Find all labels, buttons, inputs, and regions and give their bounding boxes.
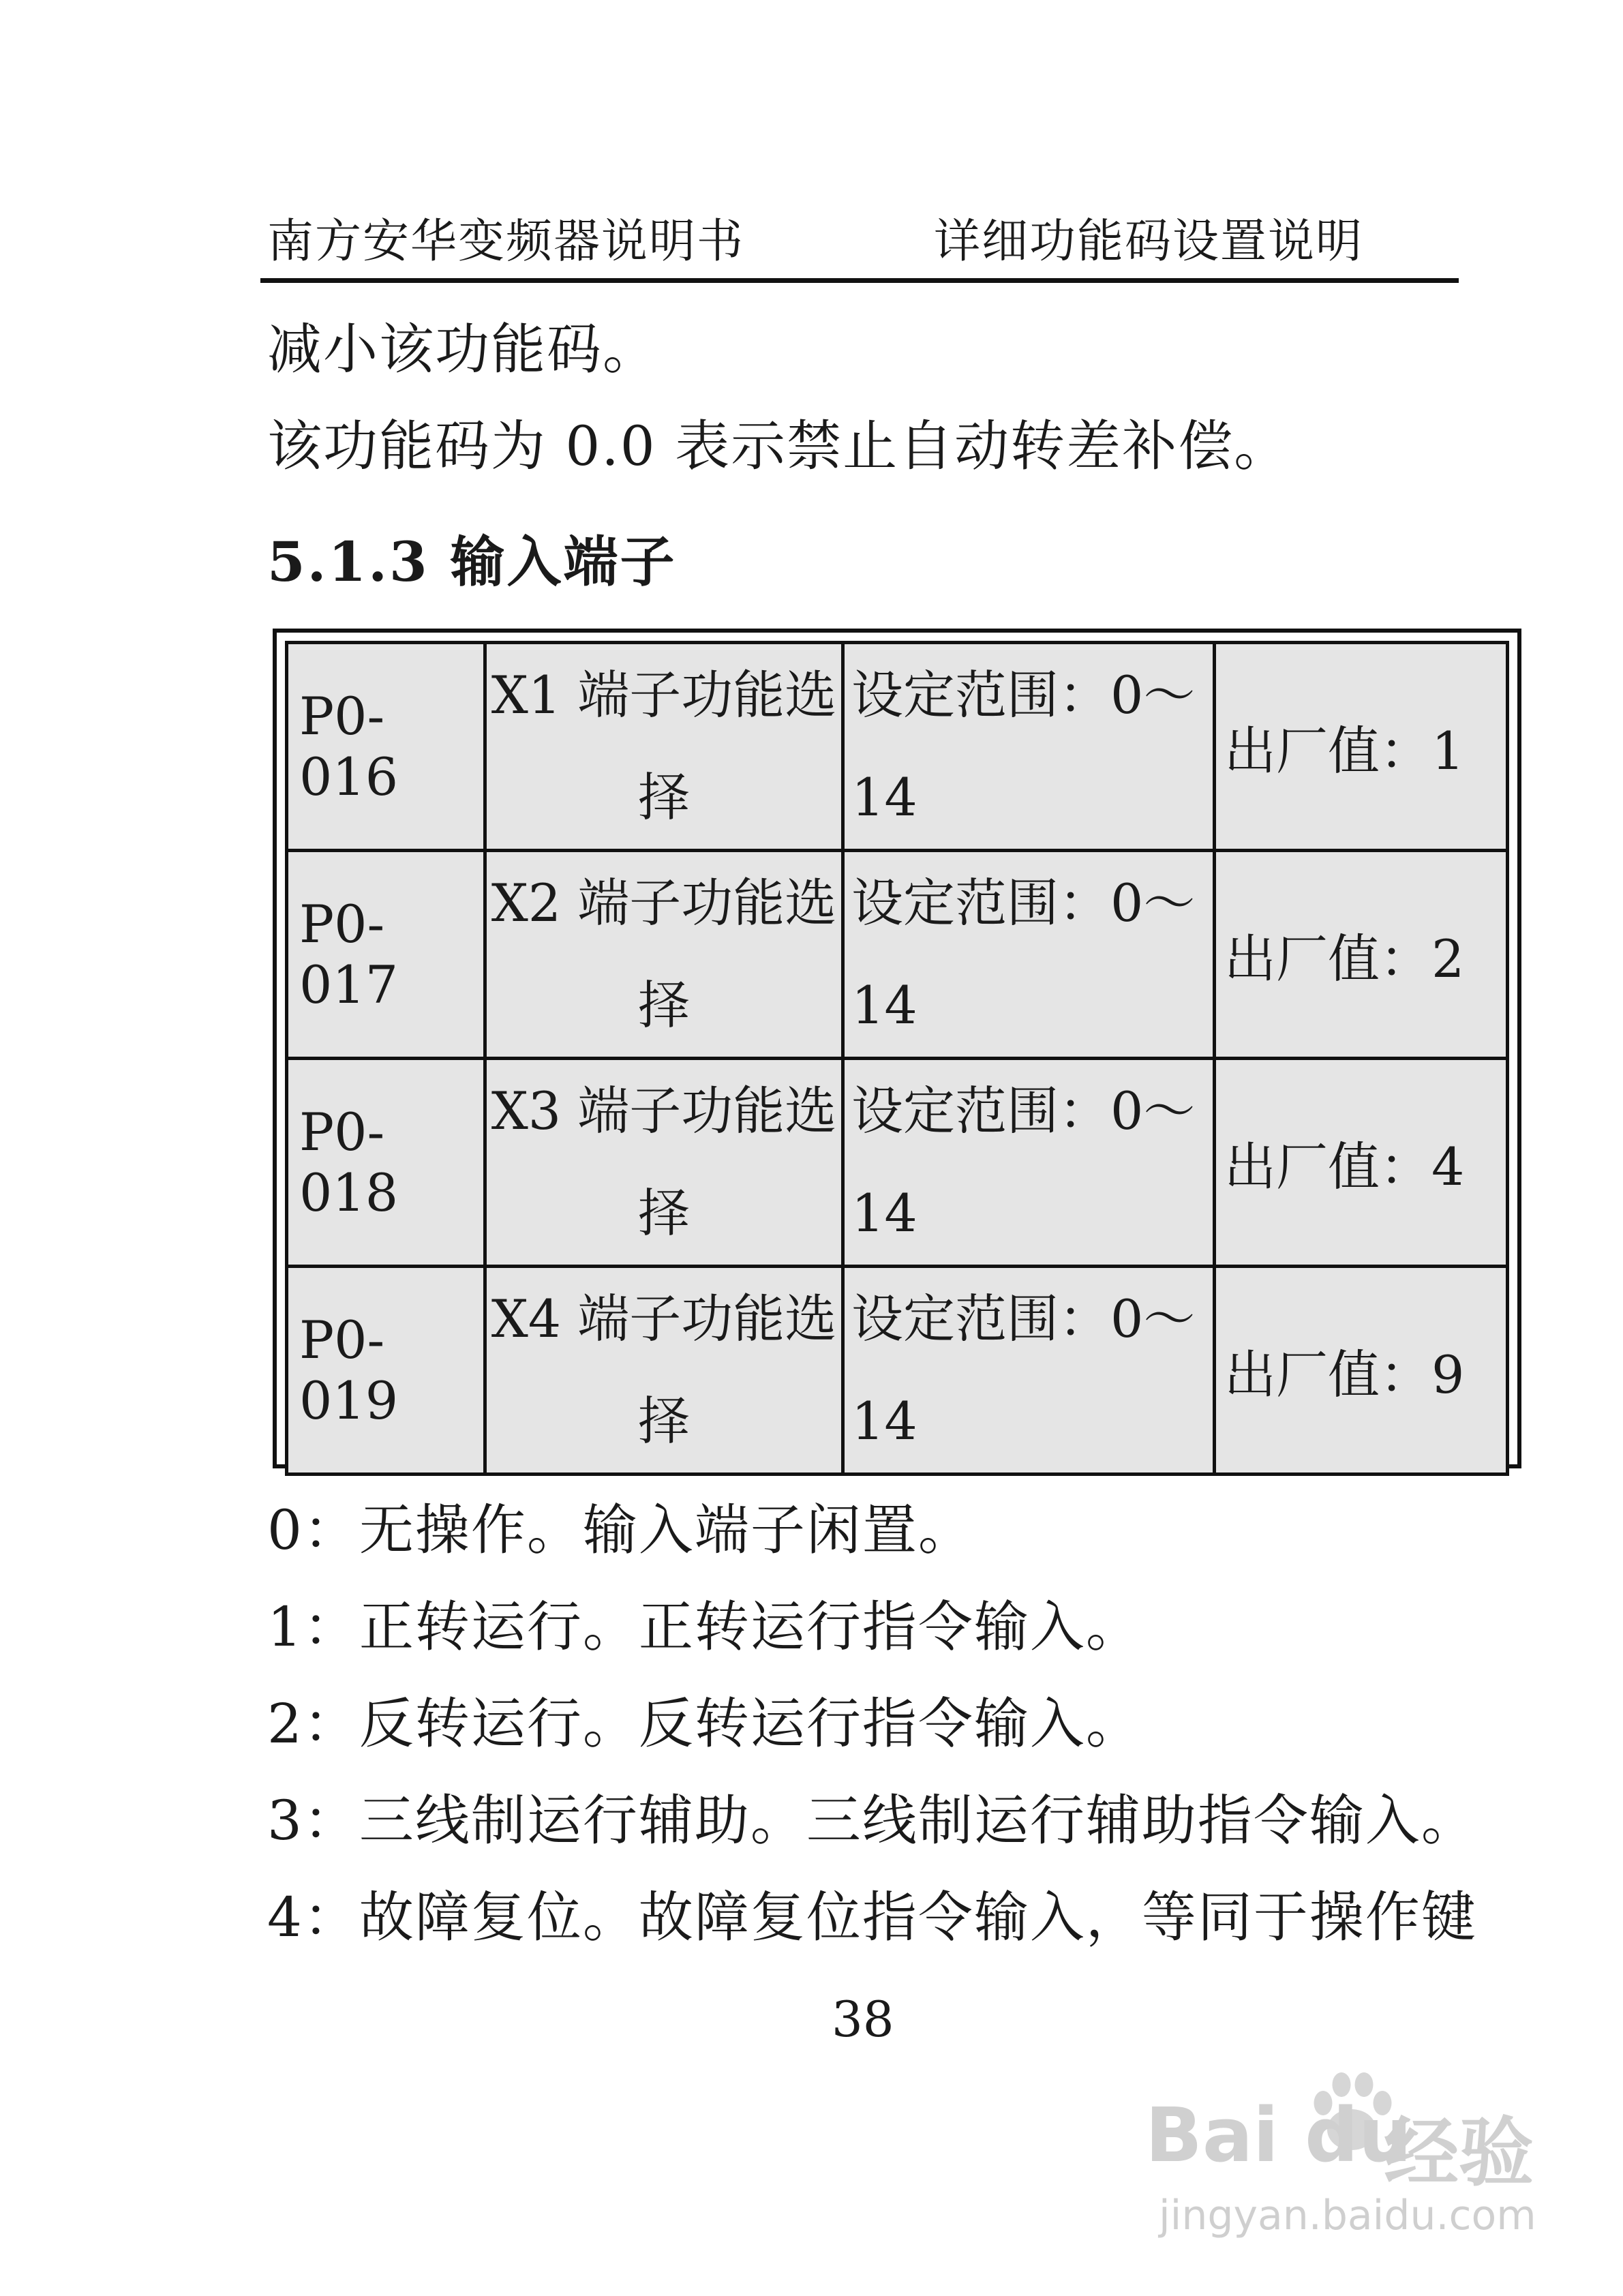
param-default: 出厂值：1	[1215, 643, 1508, 851]
parameter-table-frame	[273, 629, 1521, 1468]
param-code: P0-018	[287, 1059, 485, 1267]
param-range-line1: 设定范围：0～	[851, 1081, 1196, 1141]
param-name-line2: 择	[638, 1391, 690, 1451]
param-range	[843, 1267, 1215, 1475]
watermark-cn: 经验	[1384, 2109, 1534, 2196]
table-row	[287, 1267, 1508, 1475]
param-name-line2: 择	[638, 1183, 690, 1243]
param-name	[485, 643, 843, 851]
param-range-line2: 14	[851, 767, 917, 828]
section-title: 5.1.3 输入端子	[267, 530, 677, 594]
running-header-title: 南方安华变频器说明书	[267, 215, 745, 269]
param-default: 出厂值：9	[1215, 1267, 1508, 1475]
intro-line-1: 减小该功能码。	[267, 318, 658, 381]
param-name-line2: 择	[638, 975, 690, 1036]
parameter-table	[285, 641, 1509, 1476]
param-code: P0-019	[287, 1267, 485, 1475]
param-name-line1: X3 端子功能选	[491, 1081, 837, 1141]
table-row	[287, 643, 1508, 851]
param-range	[843, 851, 1215, 1059]
option-3: 3：三线制运行辅助。三线制运行辅助指令输入。	[267, 1789, 1477, 1852]
param-name	[485, 851, 843, 1059]
param-name-line1: X2 端子功能选	[491, 873, 837, 933]
param-name-line1: X4 端子功能选	[491, 1288, 837, 1349]
param-range-line2: 14	[851, 975, 917, 1036]
param-range-line1: 设定范围：0～	[851, 1288, 1196, 1349]
param-range-line2: 14	[851, 1391, 917, 1451]
param-code: P0-016	[287, 643, 485, 851]
param-name-line1: X1 端子功能选	[491, 665, 837, 725]
running-header-section: 详细功能码设置说明	[934, 215, 1364, 269]
param-range-line2: 14	[851, 1183, 917, 1243]
watermark-url: jingyan.baidu.com	[1159, 2192, 1536, 2239]
param-name	[485, 1059, 843, 1267]
table-row	[287, 851, 1508, 1059]
option-4: 4：故障复位。故障复位指令输入，等同于操作键	[267, 1886, 1477, 1949]
param-range	[843, 1059, 1215, 1267]
watermark-brand: Bai du	[1145, 2091, 1412, 2179]
param-range	[843, 643, 1215, 851]
page-number: 38	[832, 1991, 894, 2048]
option-1: 1：正转运行。正转运行指令输入。	[267, 1595, 1142, 1659]
param-name	[485, 1267, 843, 1475]
param-default: 出厂值：2	[1215, 851, 1508, 1059]
param-range-line1: 设定范围：0～	[851, 873, 1196, 933]
intro-line-2: 该功能码为 0.0 表示禁止自动转差补偿。	[267, 414, 1290, 478]
header-rule	[260, 278, 1459, 283]
option-2: 2：反转运行。反转运行指令输入。	[267, 1692, 1142, 1755]
param-range-line1: 设定范围：0～	[851, 665, 1196, 725]
param-name-line2: 择	[638, 767, 690, 828]
table-row	[287, 1059, 1508, 1267]
param-default: 出厂值：4	[1215, 1059, 1508, 1267]
option-0: 0：无操作。输入端子闲置。	[267, 1498, 974, 1562]
param-code: P0-017	[287, 851, 485, 1059]
